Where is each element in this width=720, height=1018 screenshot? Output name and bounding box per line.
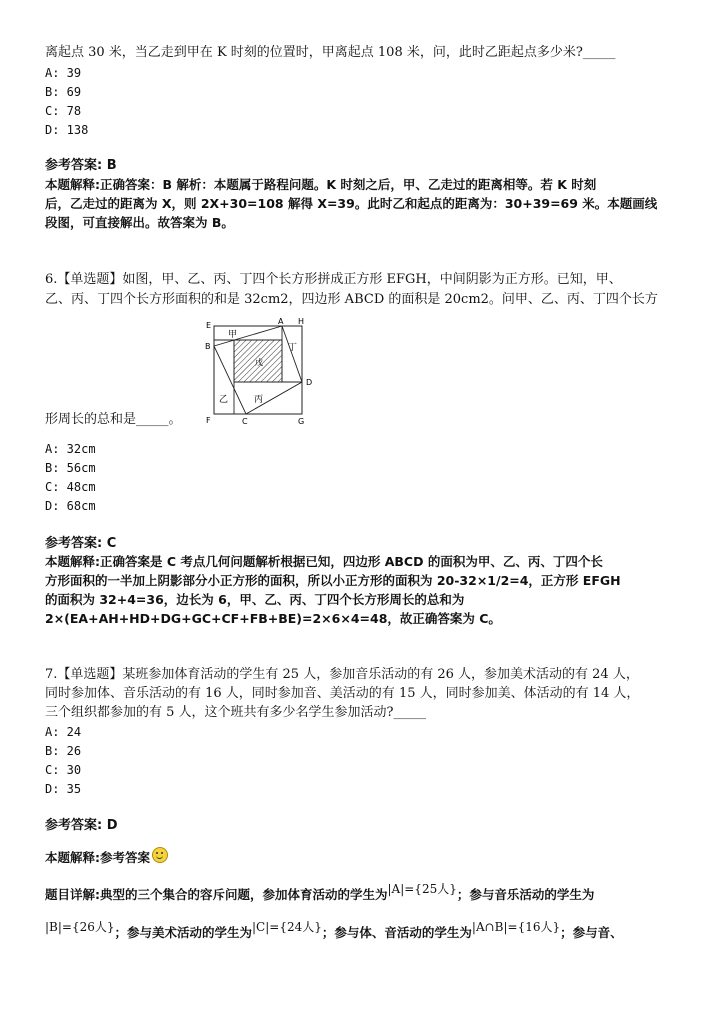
q6-option-c: C: 48cm bbox=[45, 480, 96, 494]
q7-stem-line: 三个组织都参加的有 5 人，这个班共有多少名学生参加活动?_____ bbox=[45, 705, 427, 720]
q6-stem-line: 形周长的总和是_____。 bbox=[45, 412, 182, 427]
set-ab-expression: |A∩B|={16人} bbox=[471, 920, 561, 934]
set-b-expression: |B|={26人} bbox=[45, 920, 115, 934]
label-c: C bbox=[242, 417, 248, 426]
q7-detail-line-1 bbox=[45, 882, 595, 903]
q5-option-b: B: 69 bbox=[45, 85, 82, 99]
q7-detail-text: ；参与音、 bbox=[560, 925, 623, 940]
q6-explain-line: 2×(EA+AH+HD+DG+GC+CF+FB+BE)=2×6×4=48，故正确答案为 C。 bbox=[45, 611, 501, 626]
label-e: E bbox=[206, 321, 212, 330]
q6-stem-line: 乙、丙、丁四个长方形面积的和是 32cm2，四边形 ABCD 的面积是 20cm2。问甲、乙、丙、丁四个长方 bbox=[45, 292, 658, 307]
q7-stem-line: 7.【单选题】某班参加体育活动的学生有 25 人，参加音乐活动的有 26 人，参加美术活动的有 24 人， bbox=[45, 667, 639, 682]
set-a-expression: |A|={25人} bbox=[387, 882, 457, 896]
set-c-expression: |C|={24人} bbox=[252, 920, 322, 934]
q7-answer: 参考答案: D bbox=[45, 818, 118, 833]
label-bing: 丙 bbox=[254, 395, 264, 405]
q6-square-figure bbox=[202, 316, 320, 428]
q6-answer: 参考答案: C bbox=[45, 536, 117, 551]
label-f: F bbox=[206, 416, 211, 425]
q7-explain-head bbox=[45, 847, 168, 866]
q5-answer: 参考答案: B bbox=[45, 158, 117, 173]
q7-detail-text: ；参与美术活动的学生为 bbox=[114, 925, 253, 940]
q5-explain-line: 后，乙走过的距离为 X，则 2X+30=108 解得 X=39。此时乙和起点的距离为：30+39=69 米。本题画线 bbox=[45, 196, 658, 211]
q5-option-c: C: 78 bbox=[45, 104, 82, 118]
q7-explain-head-text: 本题解释:参考答案 bbox=[45, 850, 150, 865]
q6-option-d: D: 68cm bbox=[45, 499, 96, 513]
label-ding: 丁 bbox=[288, 343, 298, 353]
label-a: A bbox=[278, 317, 284, 326]
label-h: H bbox=[298, 317, 305, 326]
q5-explain-line: 本题解释:正确答案：B 解析：本题属于路程问题。K 时刻之后，甲、乙走过的距离相等。若 K 时刻 bbox=[45, 177, 597, 192]
q7-detail-text: 题目详解:典型的三个集合的容斥问题，参加体育活动的学生为 bbox=[45, 887, 388, 902]
q7-option-c: C: 30 bbox=[45, 763, 82, 777]
q6-option-b: B: 56cm bbox=[45, 461, 96, 475]
q6-stem-line: 6.【单选题】如图，甲、乙、丙、丁四个长方形拼成正方形 EFGH，中间阴影为正方形。已知，甲、 bbox=[45, 272, 622, 287]
q6-option-a: A: 32cm bbox=[45, 442, 96, 456]
q7-option-a: A: 24 bbox=[45, 725, 82, 739]
smiley-icon bbox=[152, 847, 168, 863]
q6-explain-line: 本题解释:正确答案是 C 考点几何问题解析根据已知，四边形 ABCD 的面积为甲、乙、丙、丁四个长 bbox=[45, 554, 603, 569]
q7-option-b: B: 26 bbox=[45, 744, 82, 758]
label-jia: 甲 bbox=[228, 330, 238, 340]
q5-option-a: A: 39 bbox=[45, 66, 82, 80]
q6-explain-line: 方形面积的一半加上阴影部分小正方形的面积，所以小正方形的面积为 20-32×1/2=4，正方形 EFGH bbox=[45, 573, 621, 588]
q7-detail-text: ；参与体、音活动的学生为 bbox=[321, 925, 472, 940]
q7-detail-text: ；参与音乐活动的学生为 bbox=[456, 887, 595, 902]
q7-stem-line: 同时参加体、音乐活动的有 16 人，同时参加音、美活动的有 15 人，同时参加美、体活动的有 14 人， bbox=[45, 686, 640, 701]
q7-option-d: D: 35 bbox=[45, 782, 82, 796]
label-yi: 乙 bbox=[219, 395, 229, 405]
label-b: B bbox=[205, 342, 211, 351]
q7-detail-line-2 bbox=[45, 920, 623, 941]
label-shade: 戊 bbox=[255, 358, 263, 367]
q5-option-d: D: 138 bbox=[45, 123, 89, 137]
q5-explain-line: 段图，可直接解出。故答案为 B。 bbox=[45, 215, 234, 230]
q6-explain-line: 的面积为 32+4=36，边长为 6，甲、乙、丙、丁四个长方形周长的总和为 bbox=[45, 592, 465, 607]
q5-stem-tail: 离起点 30 米，当乙走到甲在 K 时刻的位置时，甲离起点 108 米，问，此时乙距起点多少米?_____ bbox=[45, 45, 616, 60]
label-g: G bbox=[298, 417, 305, 426]
label-d: D bbox=[306, 378, 313, 387]
